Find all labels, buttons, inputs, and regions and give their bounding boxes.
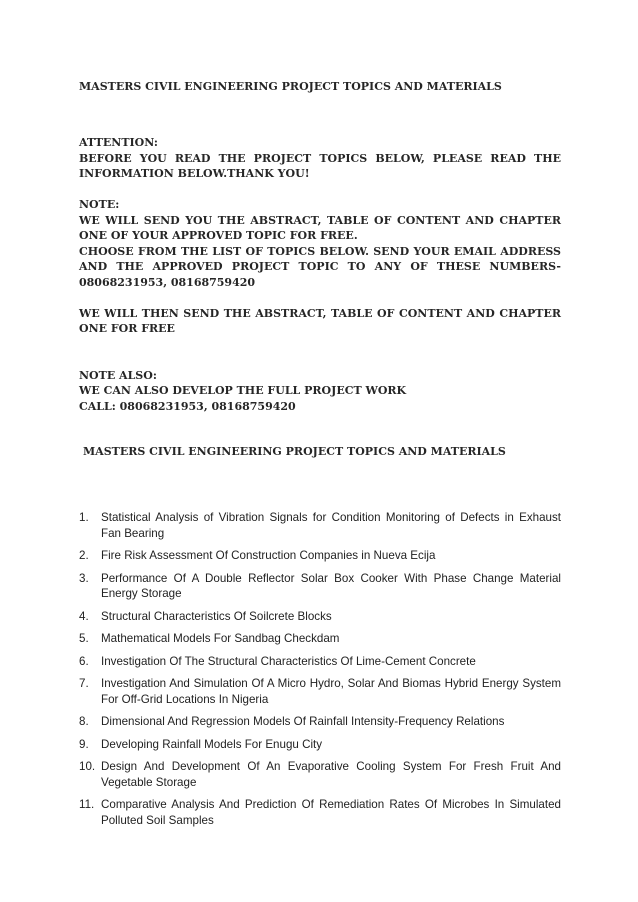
- list-item: [79, 631, 561, 647]
- list-item-text: Performance Of A Double Reflector Solar Box Cooker With Phase Change Material Energy Storage: [101, 571, 561, 600]
- list-item: [79, 548, 561, 564]
- list-item-text: Statistical Analysis of Vibration Signals for Condition Monitoring of Defects in Exhaust Fan Bearing: [101, 511, 561, 540]
- note-label: NOTE:: [79, 198, 120, 211]
- list-item: [79, 654, 561, 670]
- notice-section: [79, 135, 561, 414]
- topic-list: [79, 510, 561, 835]
- list-item: [79, 759, 561, 790]
- spacer: [79, 290, 561, 306]
- list-item: [79, 609, 561, 625]
- note-line-2: CHOOSE FROM THE LIST OF TOPICS BELOW. SEND YOUR EMAIL ADDRESS AND THE APPROVED PROJECT TOPIC TO ANY OF THESE NUMBERS-08068231953, 08168759420: [79, 244, 561, 289]
- list-item: [79, 797, 561, 828]
- list-item-number: 1.: [79, 511, 89, 524]
- list-item: [79, 714, 561, 730]
- list-item-number: 11.: [79, 798, 95, 811]
- list-item-text: Mathematical Models For Sandbag Checkdam: [101, 632, 340, 645]
- call-line: CALL: 08068231953, 08168759420: [79, 399, 296, 413]
- list-item-number: 8.: [79, 715, 89, 728]
- list-item-number: 2.: [79, 549, 89, 562]
- list-item-text: Structural Characteristics Of Soilcrete Blocks: [101, 609, 332, 623]
- list-item-text: Design And Development Of An Evaporative Cooling System For Fresh Fruit And Vegetable Storage: [101, 760, 561, 789]
- note-line-1: WE WILL SEND YOU THE ABSTRACT, TABLE OF CONTENT AND CHAPTER ONE OF YOUR APPROVED TOPIC FOR FREE.: [79, 213, 561, 242]
- list-item-number: 6.: [79, 654, 89, 668]
- list-item-number: 5.: [79, 632, 89, 645]
- list-item: [79, 571, 561, 602]
- list-item-text: Developing Rainfall Models For Enugu City: [101, 737, 323, 751]
- document-title: MASTERS CIVIL ENGINEERING PROJECT TOPICS AND MATERIALS: [79, 80, 502, 93]
- list-item-number: 7.: [79, 677, 89, 690]
- note-also-label: NOTE ALSO:: [79, 368, 157, 382]
- list-item-text: Investigation And Simulation Of A Micro Hydro, Solar And Biomas Hybrid Energy System For Off-Grid Locations In Nigeria: [101, 677, 561, 706]
- note-line-3: WE WILL THEN SEND THE ABSTRACT, TABLE OF CONTENT AND CHAPTER ONE FOR FREE: [79, 306, 561, 335]
- list-item-number: 9.: [79, 737, 89, 751]
- spacer: [79, 337, 561, 353]
- list-item: [79, 510, 561, 541]
- list-item-text: Comparative Analysis And Prediction Of Remediation Rates Of Microbes In Simulated Polluted Soil Samples: [101, 798, 561, 827]
- list-item: [79, 737, 561, 753]
- list-heading: MASTERS CIVIL ENGINEERING PROJECT TOPICS AND MATERIALS: [83, 445, 506, 458]
- note-also-text: WE CAN ALSO DEVELOP THE FULL PROJECT WORK: [79, 384, 407, 397]
- list-item-number: 4.: [79, 609, 89, 623]
- attention-label: ATTENTION:: [79, 136, 158, 149]
- list-item: [79, 676, 561, 707]
- list-item-number: 3.: [79, 571, 89, 585]
- attention-text: BEFORE YOU READ THE PROJECT TOPICS BELOW, PLEASE READ THE INFORMATION BELOW.THANK YOU!: [79, 151, 561, 180]
- list-item-number: 10.: [79, 760, 96, 773]
- spacer: [79, 182, 561, 198]
- list-item-text: Dimensional And Regression Models Of Rainfall Intensity-Frequency Relations: [101, 715, 505, 728]
- list-item-text: Investigation Of The Structural Characteristics Of Lime-Cement Concrete: [101, 654, 476, 668]
- list-item-text: Fire Risk Assessment Of Construction Companies in Nueva Ecija: [101, 549, 436, 562]
- spacer: [79, 352, 561, 368]
